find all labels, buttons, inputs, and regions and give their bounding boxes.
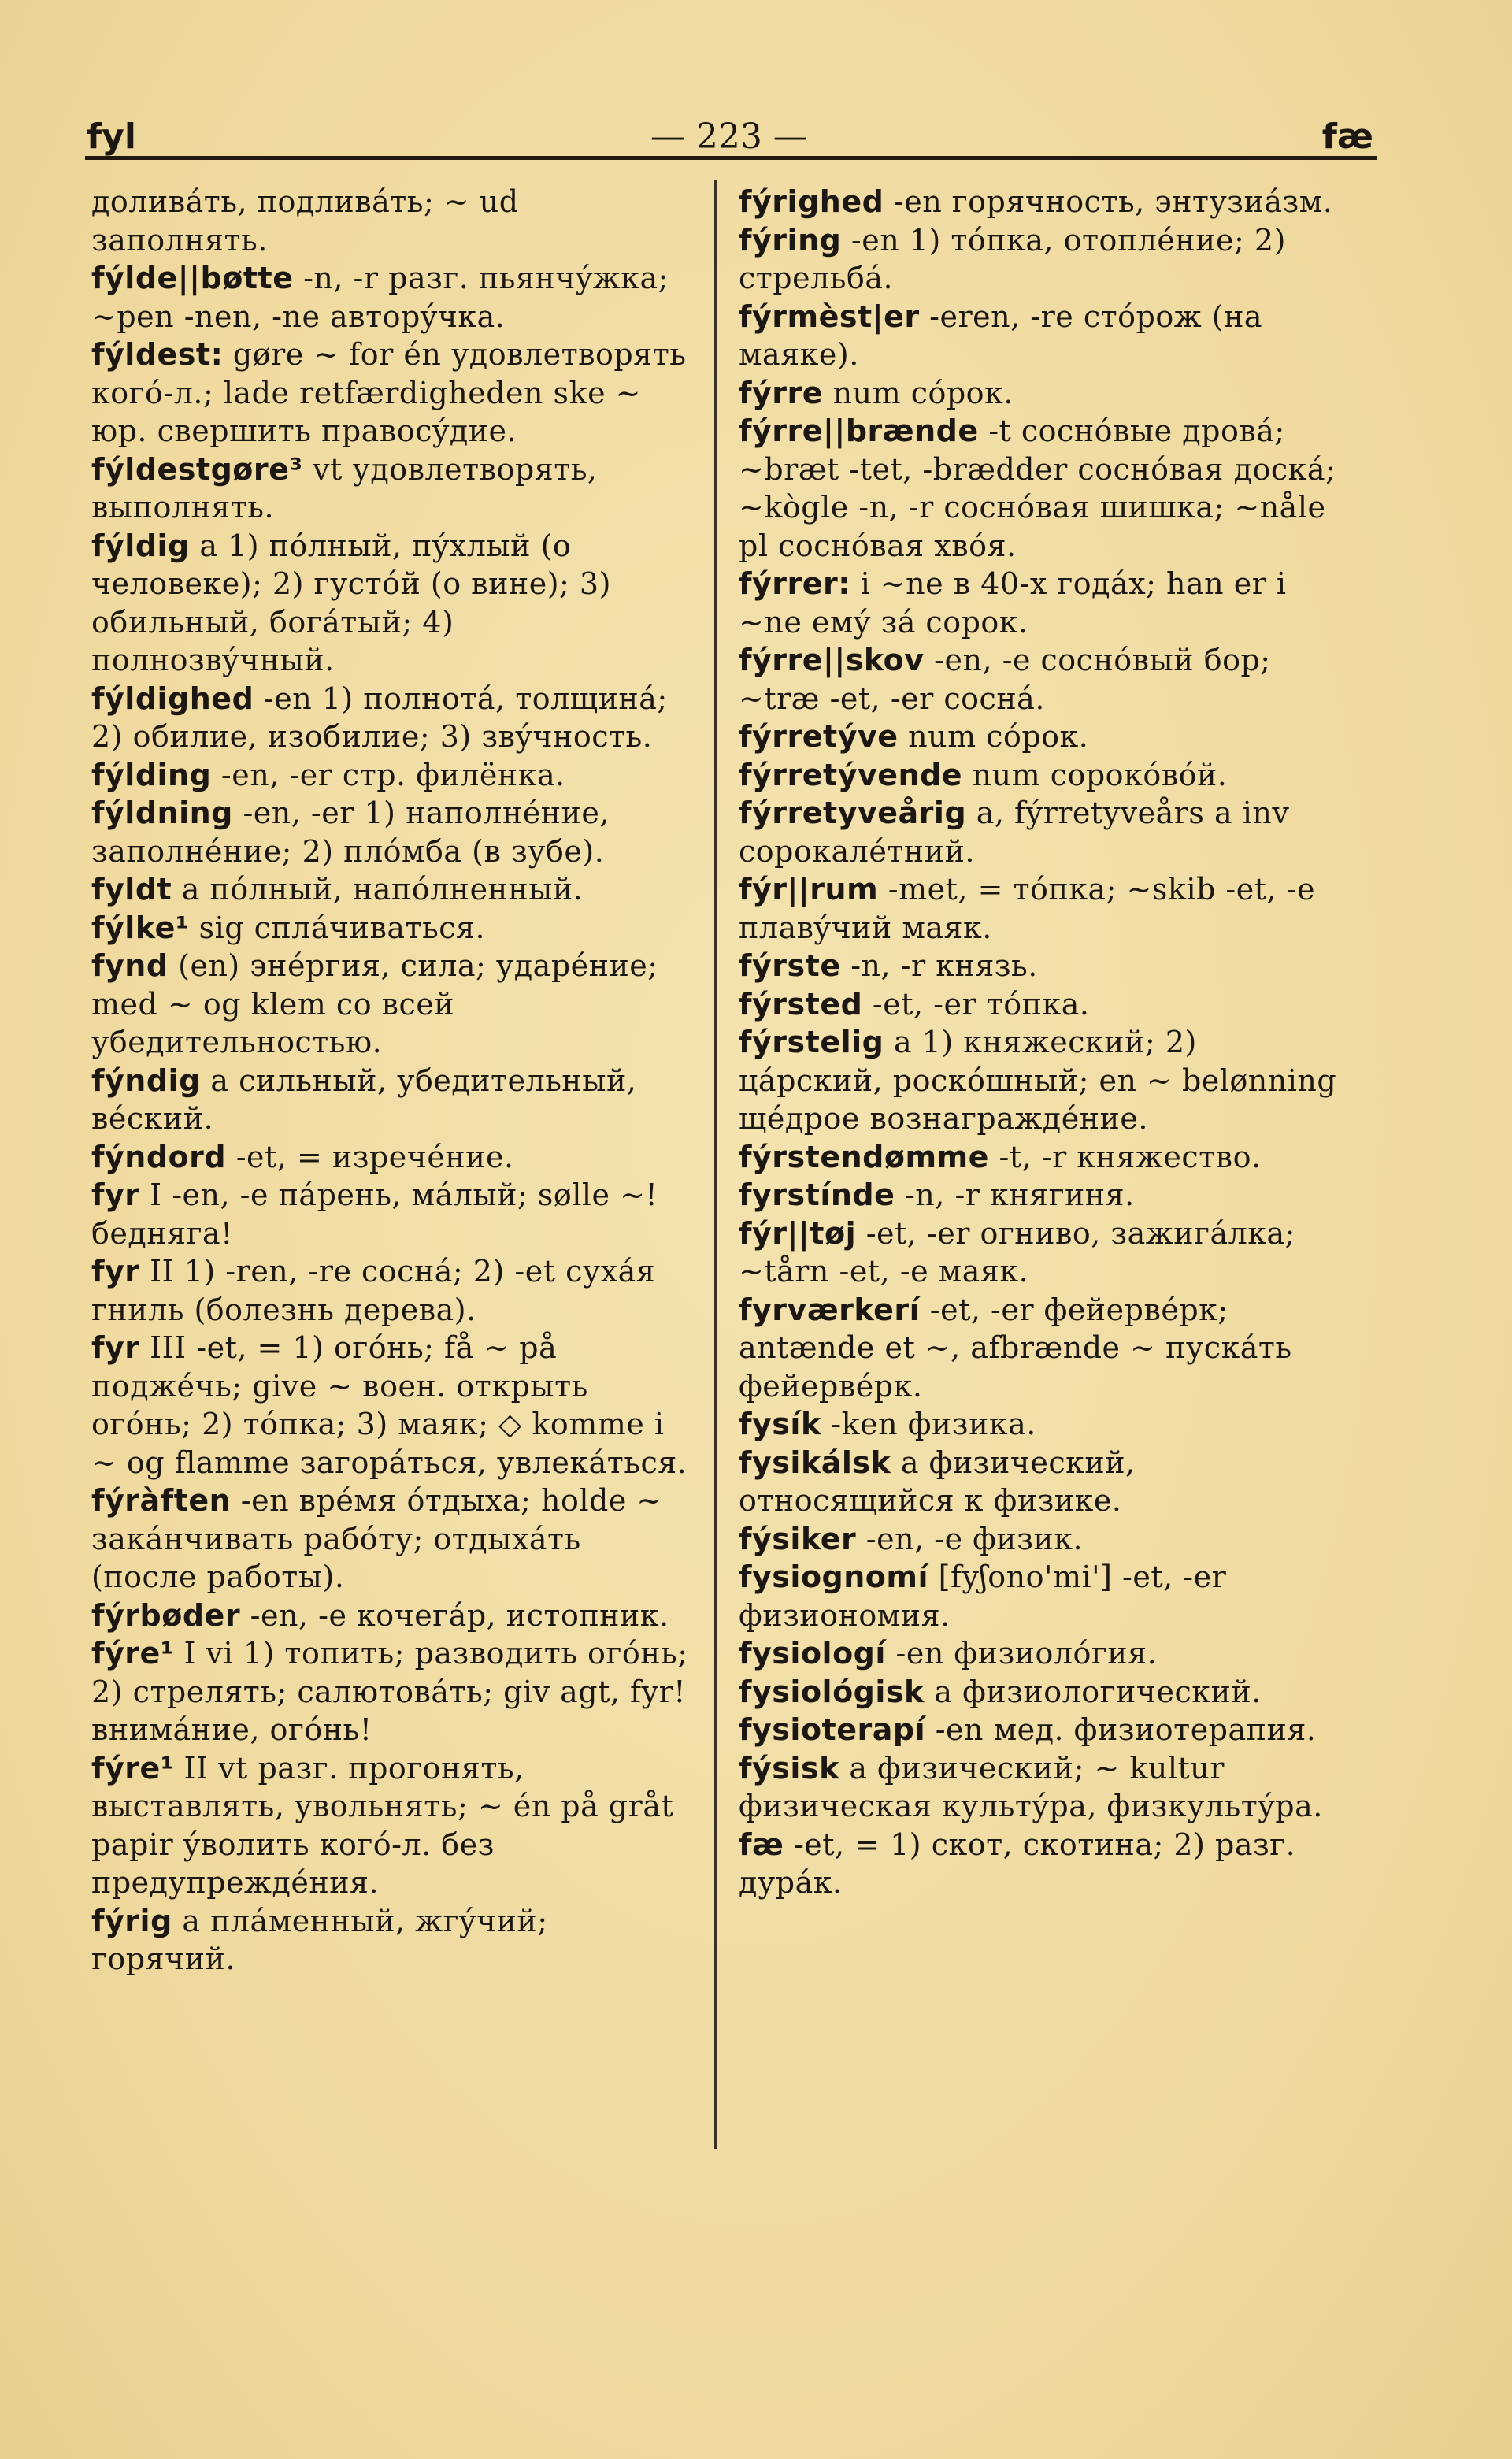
- entry-headword: fysiológisk: [739, 1674, 925, 1709]
- entry-definition: -en, -e физик.: [856, 1521, 1084, 1556]
- dictionary-entry: [91, 1597, 690, 1635]
- entry-definition: a физический, относящийся к физике.: [739, 1445, 1136, 1518]
- entry-headword: fysioterapí: [739, 1712, 926, 1747]
- entry-definition: a пóлный, напóлненный.: [172, 872, 584, 907]
- dictionary-entry: [739, 221, 1337, 298]
- dictionary-entry: [739, 1749, 1337, 1826]
- entry-headword: fýrretývende: [739, 757, 963, 792]
- entry-headword: fysík: [739, 1407, 821, 1441]
- entry-headword: fýrretyveårig: [739, 796, 967, 830]
- column-divider: [714, 180, 717, 2149]
- page-header: [87, 110, 1373, 157]
- entry-headword: fynd: [91, 948, 169, 983]
- entry-headword: fýrmèst|er: [739, 299, 920, 334]
- entry-definition: a физический; ~ kultur физическая культýра, физкультýра.: [739, 1750, 1323, 1823]
- dictionary-entry: [739, 1405, 1337, 1444]
- entry-definition: a физиологический.: [924, 1674, 1262, 1709]
- entry-definition: -en мед. физиотерапия.: [925, 1712, 1317, 1747]
- dictionary-entry: [91, 1176, 690, 1252]
- dictionary-entry: [739, 756, 1337, 795]
- entry-definition: a плáменный, жгýчий; горячий.: [91, 1903, 548, 1976]
- entry-headword: fýrretýve: [739, 719, 899, 754]
- entry-definition: -et, -er тóпка.: [862, 986, 1090, 1022]
- entry-definition: -et, -er огнивo, зажигáлка; ~tårn -et, -e маяк.: [739, 1215, 1295, 1289]
- entry-headword: fýldig: [91, 528, 190, 563]
- entry-headword: fýndig: [91, 1063, 201, 1098]
- dictionary-entry: [739, 1291, 1337, 1406]
- entry-definition: -en горячность, энтузиáзм.: [884, 184, 1333, 219]
- entry-definition: -t соснóвые дровá; ~bræt -tet, -brædder соснóвая доскá; ~kògle -n, -r соснóвая шишка; ~nåle pl соснóвая хвóя.: [739, 414, 1336, 563]
- entry-definition: -n, -r разг. пьянчýжка; ~pen -nen, -ne авторýчка.: [91, 261, 669, 334]
- entry-headword: fysiologí: [739, 1636, 886, 1671]
- dictionary-entry: [739, 1520, 1337, 1559]
- entry-headword: fýldighed: [91, 681, 254, 716]
- dictionary-entry: [91, 870, 690, 909]
- entry-definition: a, fýrretyveårs a inv сорокалéтний.: [739, 796, 1290, 869]
- entry-headword: fýrsted: [739, 986, 863, 1022]
- dictionary-entry: [91, 1252, 690, 1329]
- entry-headword: fýrig: [91, 1903, 172, 1938]
- entry-definition: -t, -r княжество.: [988, 1139, 1262, 1174]
- entry-definition: I -en, -e пáрень, мáлый; sølle ~! бедняга!: [91, 1178, 658, 1251]
- left-running-word: fyl: [87, 117, 136, 157]
- right-running-word: fæ: [1321, 117, 1373, 157]
- entry-definition: -en, -er стр. филёнка.: [211, 757, 565, 792]
- entry-definition: -en врéмя óтдыха; holde ~ закáнчивать рабóту; отдыхáть (после работы).: [91, 1483, 662, 1594]
- entry-headword: fýldestgøre³: [91, 451, 303, 487]
- entry-definition: num сóрок.: [898, 719, 1089, 754]
- entry-headword: fysikálsk: [739, 1445, 891, 1480]
- entry-headword: fýrstendømme: [739, 1139, 989, 1174]
- dictionary-entry: [739, 298, 1337, 374]
- entry-definition: II 1) -ren, -re соснá; 2) -et сухáя гниль (болезнь дерева).: [91, 1254, 656, 1327]
- entry-headword: fýr||tøj: [739, 1215, 857, 1251]
- dictionary-entry: [739, 718, 1337, 756]
- entry-definition: gøre ~ for én удовлетворять когó-л.; lade retfærdigheden ske ~ юр. свершить правосýдие.: [91, 337, 687, 448]
- entry-headword: fýldest:: [91, 337, 224, 372]
- entry-definition: -en 1) полнотá, толщинá; 2) обилие, изобилие; 3) звýчность.: [91, 681, 668, 754]
- dictionary-entry: [739, 183, 1337, 221]
- dictionary-entry: [91, 451, 690, 527]
- entry-headword: fyrstínde: [739, 1178, 895, 1212]
- entry-definition: I vi 1) топить; разводить огóнь; 2) стрелять; салютовáть; giv agt, fyr! внимáние, огóнь!: [91, 1636, 688, 1747]
- dictionary-entry: [91, 794, 690, 870]
- entry-headword: fýrste: [739, 948, 841, 983]
- dictionary-entry: [739, 870, 1337, 947]
- entry-headword: fyr: [91, 1254, 140, 1289]
- entry-headword: fýlde||bøtte: [91, 261, 294, 295]
- dictionary-entry: [739, 947, 1337, 985]
- entry-headword: fyr: [91, 1178, 140, 1212]
- dictionary-entry: [739, 985, 1337, 1024]
- dictionary-entry: [739, 1023, 1337, 1138]
- dictionary-entry: [739, 1444, 1337, 1520]
- dictionary-entry: [739, 1673, 1337, 1712]
- entry-definition: -met, = тóпка; ~skib -et, -e плавýчий маяк.: [739, 872, 1316, 945]
- dictionary-entry: [91, 1634, 690, 1749]
- dictionary-entry: [91, 947, 690, 1062]
- dictionary-entry: [739, 1826, 1337, 1902]
- entry-definition: -et, -er фейервéрк; antænde et ~, afbrænde ~ пускáть фейервéрк.: [739, 1292, 1292, 1404]
- dictionary-entry: [91, 1062, 690, 1138]
- entry-headword: fýlding: [91, 757, 212, 792]
- entry-definition: -n, -r князь.: [840, 948, 1038, 983]
- dictionary-entry: [739, 1558, 1337, 1634]
- entry-headword: fýre¹: [91, 1636, 174, 1671]
- entry-headword: fýring: [739, 222, 842, 258]
- entry-headword: fýrre: [739, 375, 824, 410]
- dictionary-entry: [91, 183, 690, 259]
- dictionary-entry: [91, 1482, 690, 1597]
- entry-definition: -en, -e кочегáр, истопник.: [240, 1597, 669, 1633]
- dictionary-entry: [91, 527, 690, 680]
- dictionary-entry: [739, 1176, 1337, 1215]
- entry-headword: fýrbøder: [91, 1597, 241, 1633]
- dictionary-entry: [739, 565, 1337, 641]
- entry-definition: -et, = 1) скот, скотина; 2) разг. дурáк.: [739, 1827, 1296, 1900]
- dictionary-entry: [739, 1711, 1337, 1749]
- entry-definition: (en) энéргия, сила; ударéние; med ~ og klem со всей убедительностью.: [91, 948, 658, 1059]
- entry-definition: num сорокóвóй.: [962, 757, 1228, 792]
- dictionary-entry: [91, 1329, 690, 1482]
- entry-definition: i ~ne в 40-х годáх; han er i ~ne емý зá сорок.: [739, 566, 1287, 640]
- entry-definition: доливáть, подливáть; ~ ud заполнять.: [91, 184, 519, 258]
- dictionary-entry: [91, 909, 690, 948]
- entry-headword: fýsisk: [739, 1750, 839, 1786]
- dictionary-entry: [91, 336, 690, 451]
- entry-definition: -et, = изречéние.: [226, 1139, 514, 1174]
- dictionary-entry: [91, 1902, 690, 1979]
- entry-headword: fysiognomí: [739, 1560, 929, 1594]
- entry-headword: fýsiker: [739, 1521, 857, 1556]
- header-rule: [85, 156, 1377, 160]
- right-column: [739, 183, 1337, 1902]
- entry-headword: fyrværkerí: [739, 1292, 921, 1327]
- dictionary-entry: [91, 756, 690, 795]
- dictionary-entry: [739, 1138, 1337, 1177]
- dictionary-entry: [739, 641, 1337, 718]
- entry-definition: -en, -e соснóвый бор; ~træ -et, -er соснá.: [739, 643, 1271, 716]
- dictionary-entry: [739, 1215, 1337, 1291]
- entry-definition: -en, -er 1) наполнéние, заполнéние; 2) плóмба (в зубе).: [91, 796, 610, 869]
- entry-definition: [fyʃono'mi'] -et, -er физиономия.: [739, 1560, 1227, 1633]
- entry-headword: fýràften: [91, 1483, 232, 1518]
- entry-definition: a сильный, убедительный, вéский.: [91, 1063, 637, 1136]
- entry-definition: -en физиолóгия.: [885, 1636, 1158, 1671]
- dictionary-entry: [91, 1749, 690, 1902]
- entry-definition: a 1) пóлный, пýхлый (о человеке); 2) густóй (о вине); 3) обильный, богáтый; 4) полнозвýчный.: [91, 528, 611, 677]
- entry-headword: fýre¹: [91, 1750, 174, 1786]
- entry-definition: -ken физика.: [821, 1407, 1036, 1441]
- dictionary-entry: [91, 680, 690, 756]
- entry-definition: num сóрок.: [823, 375, 1014, 410]
- entry-headword: fýldning: [91, 796, 233, 830]
- entry-definition: vt удовлетворять, выполнять.: [91, 451, 598, 525]
- dictionary-entry: [739, 794, 1337, 870]
- dictionary-entry: [739, 412, 1337, 565]
- entry-headword: fæ: [739, 1827, 784, 1862]
- dictionary-entry: [739, 374, 1337, 413]
- entry-definition: -eren, -re стóрож (на маяке).: [739, 299, 1263, 372]
- dictionary-entry: [739, 1634, 1337, 1673]
- entry-headword: fýr||rum: [739, 872, 879, 907]
- entry-headword: fýlke¹: [91, 910, 189, 945]
- entry-headword: fýndord: [91, 1139, 227, 1174]
- entry-headword: fýrighed: [739, 184, 884, 219]
- entry-headword: fýrre||skov: [739, 643, 925, 677]
- left-column: [91, 183, 690, 1979]
- entry-headword: fyldt: [91, 872, 172, 907]
- entry-definition: -n, -r княгиня.: [895, 1178, 1135, 1212]
- entry-definition: -en 1) тóпка, отоплéние; 2) стрельбá.: [739, 222, 1286, 295]
- entry-definition: sig сплáчиваться.: [189, 910, 486, 945]
- entry-definition: III -et, = 1) огóнь; få ~ på поджéчь; give ~ воен. открыть огóнь; 2) тóпка; 3) маяк; ◇ komme i ~ og flamme загорáться, увлекáться.: [91, 1330, 687, 1480]
- entry-headword: fyr: [91, 1330, 140, 1365]
- entry-headword: fýrrer:: [739, 566, 850, 601]
- entry-definition: II vt разг. прогонять, выставлять, увольнять; ~ én på gråt papir ýволить когó-л. без предупреждéния.: [91, 1750, 674, 1900]
- dictionary-entry: [91, 1138, 690, 1177]
- entry-headword: fýrre||brænde: [739, 414, 979, 448]
- entry-definition: a 1) княжеский; 2) цáрский, роскóшный; en ~ belønning щéдрое вознаграждéние.: [739, 1025, 1337, 1136]
- dictionary-entry: [91, 259, 690, 336]
- entry-headword: fýrstelig: [739, 1025, 884, 1059]
- page-number: — 223 —: [650, 117, 808, 157]
